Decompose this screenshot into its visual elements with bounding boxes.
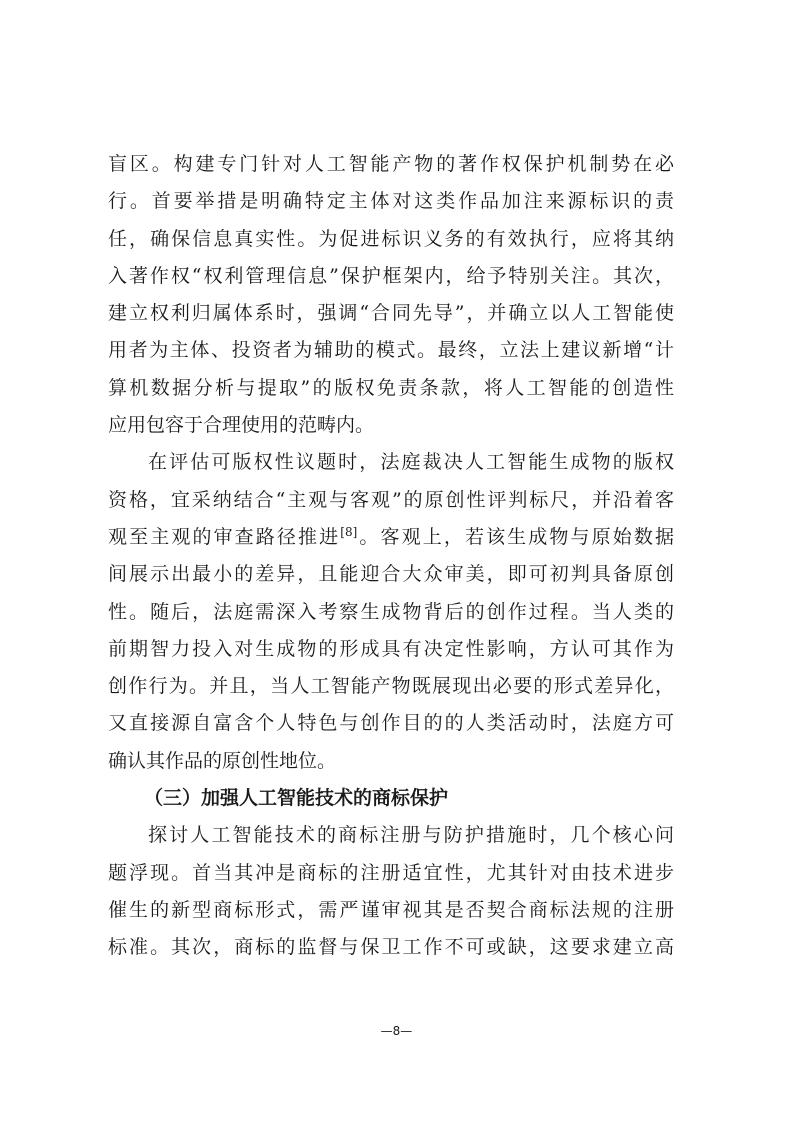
citation-marker: [8] [340,524,358,539]
text-line: 资格，宜采纳结合“主观与客观”的原创性评判标尺，并沿着客 [108,488,674,511]
text-line: 题浮现。首当其冲是商标的注册适宜性，尤其针对由技术进步 [108,861,674,884]
text-line: 间展示出最小的差异，且能迎合大众审美，即可初判具备原创 [108,563,674,586]
text-line: 算机数据分析与提取”的版权免责条款，将人工智能的创造性 [108,376,674,399]
text-line: 探讨人工智能技术的商标注册与防护措施时，几个核心问 [148,824,674,847]
text-line: 盲区。构建专门针对人工智能产物的著作权保护机制势在必 [108,153,674,175]
text-line: 标准。其次，商标的监督与保卫工作不可或缺，这要求建立高 [108,936,674,959]
text-line: 用者为主体、投资者为辅助的模式。最终，立法上建议新增“计 [108,339,674,362]
text-line: 建立权利归属体系时，强调“合同先导”，并确立以人工智能使 [108,302,674,325]
text-line: 创作行为。并且，当人工智能产物既展现出必要的形式差异化， [108,675,674,698]
text-line: 行。首要举措是明确特定主体对这类作品加注来源标识的责 [108,190,674,213]
text-line: 应用包容于合理使用的范畴内。 [108,414,375,437]
text-segment: 。客观上，若该生成物与原始数据 [357,525,674,548]
text-line: 任，确保信息真实性。为促进标识义务的有效执行，应将其纳 [108,227,674,250]
page-number: —8— [380,1024,413,1038]
text-line: 催生的新型商标形式，需严谨审视其是否契合商标法规的注册 [108,898,674,921]
body-text [108,146,674,967]
text-line-with-citation [108,519,674,556]
text-line: 确认其作品的原创性地位。 [108,749,337,772]
section-heading: （三）加强人工智能技术的商标保护 [144,787,449,810]
text-line: 前期智力投入对生成物的形成具有决定性影响，方认可其作为 [108,637,674,660]
text-line: 在评估可版权性议题时，法庭裁决人工智能生成物的版权 [148,451,674,474]
text-line: 入著作权“权利管理信息”保护框架内，给予特别关注。其次， [108,264,674,287]
text-line: 性。随后，法庭需深入考察生成物背后的创作过程。当人类的 [108,600,674,623]
text-segment: 观至主观的审查路径推进 [108,525,341,548]
text-line: 又直接源自富含个人特色与创作目的的人类活动时，法庭方可 [108,712,674,735]
